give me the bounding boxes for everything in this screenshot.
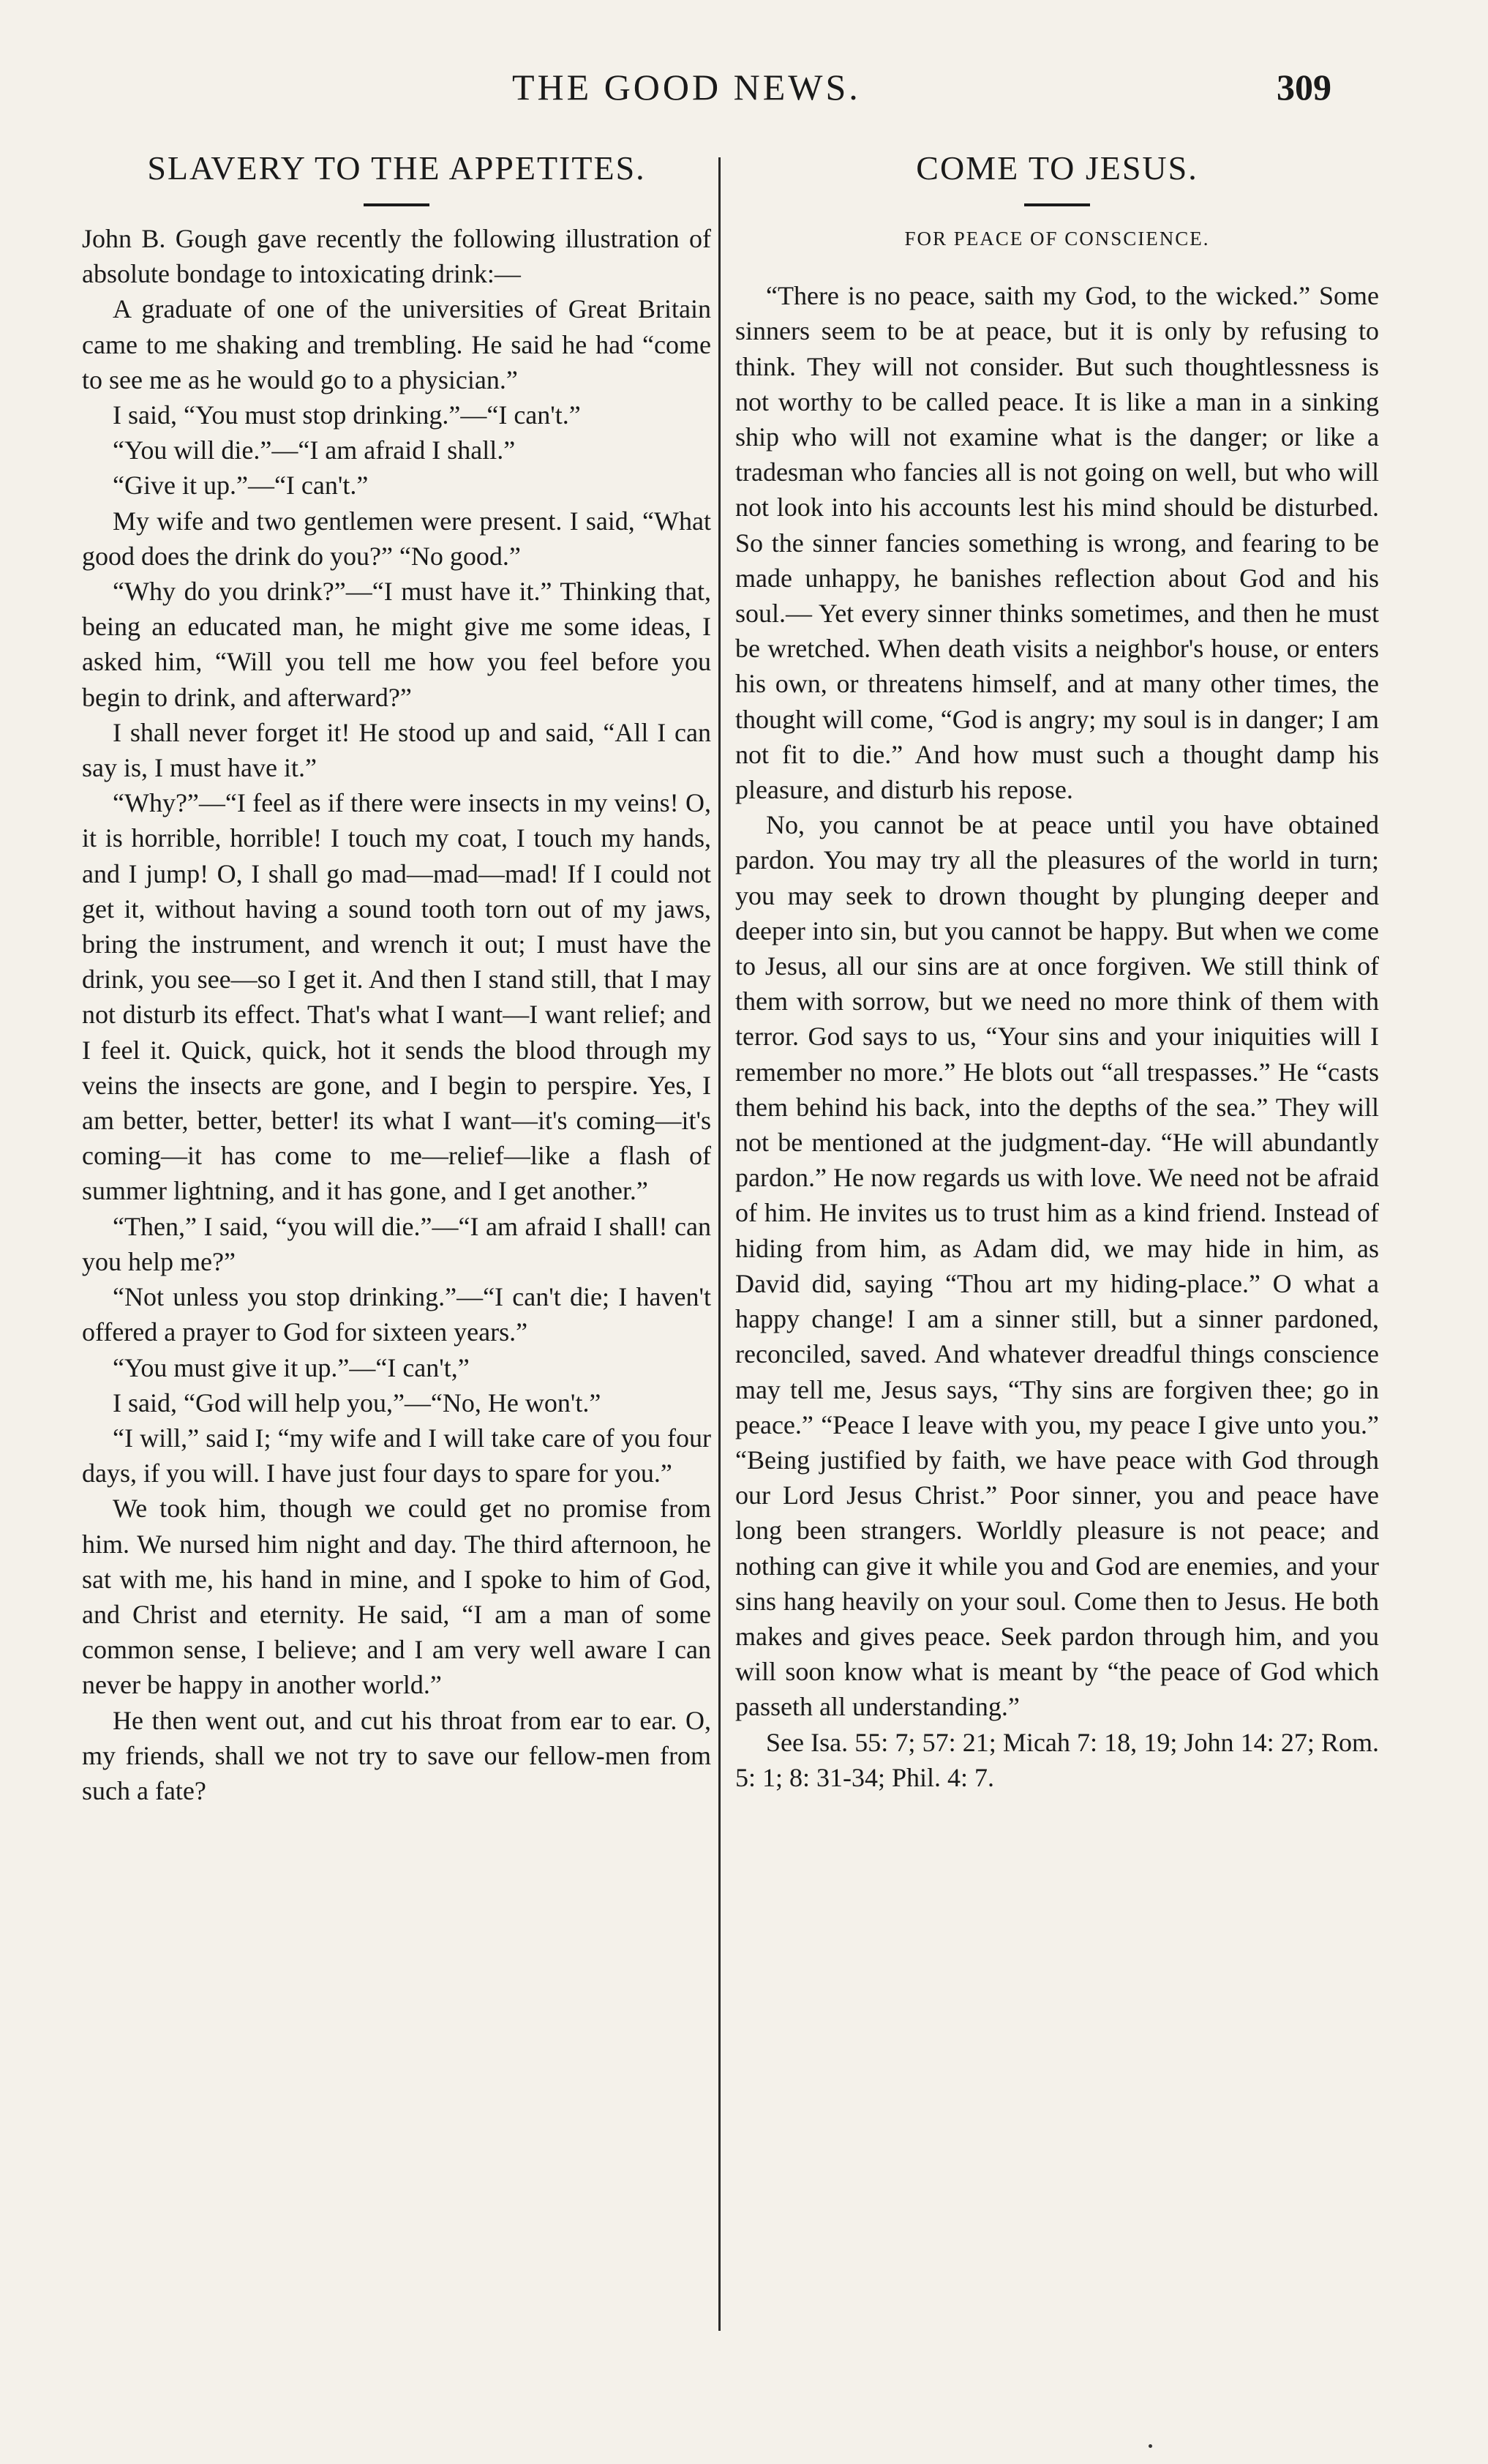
article-paragraph: My wife and two gentlemen were present. I said, “What good does the drink do you?” “No good.” bbox=[82, 506, 711, 571]
article-paragraph: “There is no peace, saith my God, to the wicked.” Some sinners seem to be at peace, but it is only by refusing to think. They will not consider. But such thoughtlessness is not worthy to be called peace. It is like a man in a sinking ship who will not examine what is the danger; or like a tradesman who fancies all is not going on well, but who will not look into his accounts lest his mind should be disturbed. So the sinner fancies something is wrong, and fearing to be made unhappy, he banishes reflection about God and his soul.— Yet every sinner thinks sometimes, and then he must be wretched. When death visits a neighbor's house, or enters his own, or threatens himself, and at many other times, the thought will come, “God is angry; my soul is in danger; I am not fit to die.” And how must such a thought damp his pleasure, and disturb his repose. bbox=[735, 281, 1379, 805]
article-paragraph: “You must give it up.”—“I can't,” bbox=[113, 1352, 470, 1382]
article-paragraph: “Not unless you stop drinking.”—“I can't die; I haven't offered a prayer to God for sixteen years.” bbox=[82, 1282, 711, 1347]
article-paragraph: “Give it up.”—“I can't.” bbox=[113, 471, 369, 501]
title-rule bbox=[364, 203, 429, 206]
left-article-title: SLAVERY TO THE APPETITES. bbox=[147, 149, 646, 187]
left-article bbox=[82, 146, 711, 1808]
article-paragraph: “Why?”—“I feel as if there were insects in my veins! O, it is horrible, horrible! I touch my coat, I touch my hands, and I jump! O, I shall go mad—mad—mad! If I could not get it, without having a sound tooth torn out of my jaws, bring the instrument, and wrench it out; I must have the drink, you see—so I get it. And then I stand still, that I may not disturb its effect. That's what I want—I want relief; and I feel it. Quick, quick, hot it sends the blood through my veins the insects are gone, and I begin to perspire. Yes, I am better, better, better! its what I want—it's coming—it's coming—it has come to me—relief—like a flash of summer lightning, and it has gone, and I get another.” bbox=[82, 788, 711, 1206]
page-number: 309 bbox=[1277, 67, 1331, 108]
right-article-subtitle: FOR PEACE OF CONSCIENCE. bbox=[904, 228, 1210, 250]
article-paragraph: No, you cannot be at peace until you have obtained pardon. You may try all the pleasures of the world in turn; you may seek to drown thought by plunging deeper and deeper into sin, but you cannot be happy. But when we come to Jesus, all our sins are at once forgiven. We still think of them with sorrow, but we need no more think of them with terror. God says to us, “Your sins and your iniquities will I remember no more.” He blots out “all trespasses.” He “casts them behind his back, into the depths of the sea.” They will not be mentioned at the judgment-day. “He will abundantly pardon.” He now regards us with love. We need not be afraid of him. He invites us to trust him as a kind friend. Instead of hiding from him, as Adam did, we may hide in him, as David did, saying “Thou art my hiding-place.” O what a happy change! I am a sinner still, but a sinner pardoned, reconciled, saved. And whatever dreadful things conscience may tell me, Jesus says, “Thy sins are forgiven thee; go in peace.” “Peace I leave with you, my peace I give unto you.” “Being justified by faith, we have peace with God through our Lord Jesus Christ.” Poor sinner, you and peace have long been strangers. Worldly pleasure is not peace; and nothing can give it while you and God are enemies, and your sins hang heavily on your soul. Come then to Jesus. He both makes and gives peace. Seek pardon through him, and you will soon know what is meant by “the peace of God which passeth all understanding.” bbox=[735, 810, 1379, 1722]
article-paragraph: John B. Gough gave recently the following illustration of absolute bondage to intoxicating drink:— bbox=[82, 224, 711, 289]
article-paragraph: We took him, though we could get no promise from him. We nursed him night and day. The third afternoon, he sat with me, his hand in mine, and I spoke to him of God, and Christ and eternity. He said, “I am a man of some common sense, I believe; and I am very well aware I can never be happy in another world.” bbox=[82, 1494, 711, 1700]
ink-speck bbox=[1149, 2444, 1152, 2448]
article-paragraph: “I will,” said I; “my wife and I will take care of you four days, if you will. I have just four days to spare for you.” bbox=[82, 1423, 711, 1488]
article-paragraph: “Then,” I said, “you will die.”—“I am afraid I shall! can you help me?” bbox=[82, 1211, 711, 1276]
article-paragraph: I said, “You must stop drinking.”—“I can't.” bbox=[113, 400, 581, 430]
running-title: THE GOOD NEWS. bbox=[512, 67, 861, 108]
article-paragraph: A graduate of one of the universities of Great Britain came to me shaking and trembling. He said he had “come to see me as he would go to a physician.” bbox=[82, 294, 711, 394]
article-paragraph: I shall never forget it! He stood up and said, “All I can say is, I must have it.” bbox=[82, 717, 711, 783]
article-paragraph: “Why do you drink?”—“I must have it.” Thinking that, being an educated man, he might give me some ideas, I asked him, “Will you tell me how you feel before you begin to drink, and afterward?” bbox=[82, 577, 711, 712]
title-rule bbox=[1024, 203, 1090, 206]
running-head bbox=[0, 66, 1488, 117]
article-paragraph: I said, “God will help you,”—“No, He won't.” bbox=[113, 1388, 601, 1418]
right-article bbox=[735, 146, 1379, 1795]
right-article-title: COME TO JESUS. bbox=[916, 149, 1198, 187]
column-divider bbox=[718, 157, 721, 2331]
article-paragraph: “You will die.”—“I am afraid I shall.” bbox=[113, 435, 516, 465]
article-paragraph: He then went out, and cut his throat from ear to ear. O, my friends, shall we not try to save our fellow-men from such a fate? bbox=[82, 1705, 711, 1805]
scripture-references: See Isa. 55: 7; 57: 21; Micah 7: 18, 19; John 14: 27; Rom. 5: 1; 8: 31-34; Phil. 4: 7. bbox=[735, 1727, 1379, 1792]
